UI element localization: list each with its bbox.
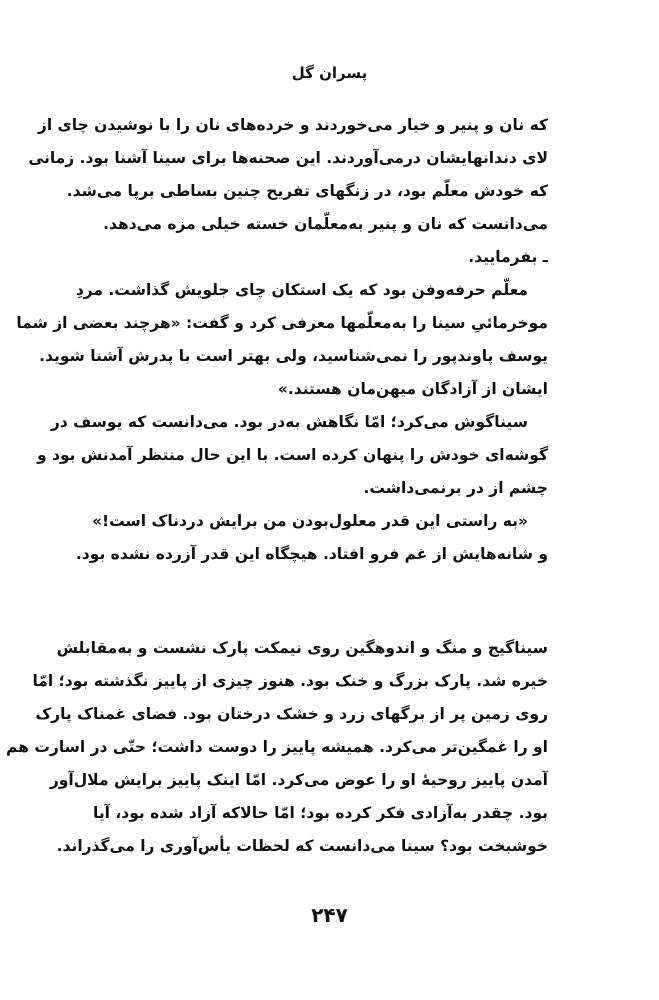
text-line: او را غمگین‌تر می‌کرد. همیشه پاییز را دوست داشت؛ حتّی در اسارت هم [6, 738, 548, 756]
text-line: خوشبخت بود؟ سینا می‌دانست که لحظات یأس‌آوری را می‌گذراند. [56, 837, 548, 855]
text-line: معلّم حرفه‌وفن بود که یک استکان چای جلویش گذاشت. مردِ [75, 281, 528, 299]
text-line: می‌دانست که نان و پنیر به‌معلّمان خسته خیلی مزه می‌دهد. [103, 215, 548, 233]
text-line: که خودش معلّم بود، در زنگهای تفریح چنین بساطی برپا می‌شد. [66, 182, 548, 200]
text-line: آمدن پاییز روحیهٔ او را عوض می‌کرد. امّا اینک پاییز برایش ملال‌آور [49, 771, 548, 789]
text-line: ایشان از آزادگان میهن‌مان هستند.» [277, 380, 548, 398]
text-line: خیره شد. پارک بزرگ و خنک بود. هنوز چیزی از پاییز نگذشته بود؛ امّا [32, 672, 548, 690]
text-line: لای دندانهایشان درمی‌آوردند. این صحنه‌ها برای سینا آشنا بود. زمانی [28, 149, 548, 167]
running-header: پسران گل [291, 64, 368, 82]
page-number: ۲۴۷ [311, 903, 348, 927]
text-line: سیناگوش می‌کرد؛ امّا نگاهش به‌در بود. می‌دانست که یوسف در [50, 413, 528, 431]
text-line: چشم از در برنمی‌داشت. [363, 479, 548, 497]
text-line: روی زمین پر از برگهای زرد و خشک درختان بود. فضای غمناک پارک [35, 705, 548, 723]
text-line: ـ بفرمایید. [468, 248, 548, 266]
text-line: یوسف پاوندپور را نمی‌شناسید، ولی بهتر است با پدرش آشنا شوید. [39, 347, 548, 365]
text-line: که نان و پنیر و خیار می‌خوردند و خرده‌های نان را با نوشیدن چای از [37, 116, 548, 134]
text-line: گوشه‌ای خودش را پنهان کرده است. با این حال منتظر آمدنش بود و [36, 446, 548, 464]
text-line: «به راستی این قدر معلول‌بودن من برایش دردناک است!» [92, 512, 528, 530]
text-line: سیناگیج و منگ و اندوهگین روی نیمکت پارک نشست و به‌مقابلش [56, 639, 548, 657]
text-line: بود. چقدر به‌آزادی فکر کرده بود؛ امّا حالاکه آزاد شده بود، آیا [93, 804, 548, 822]
text-line: و شانه‌هایش از غم فرو افتاد. هیچگاه این قدر آزرده نشده بود. [75, 545, 548, 563]
text-line: موخرمائیِ سینا را به‌معلّمها معرفی کرد و گفت: «هرچند بعضی از شما [16, 314, 548, 332]
